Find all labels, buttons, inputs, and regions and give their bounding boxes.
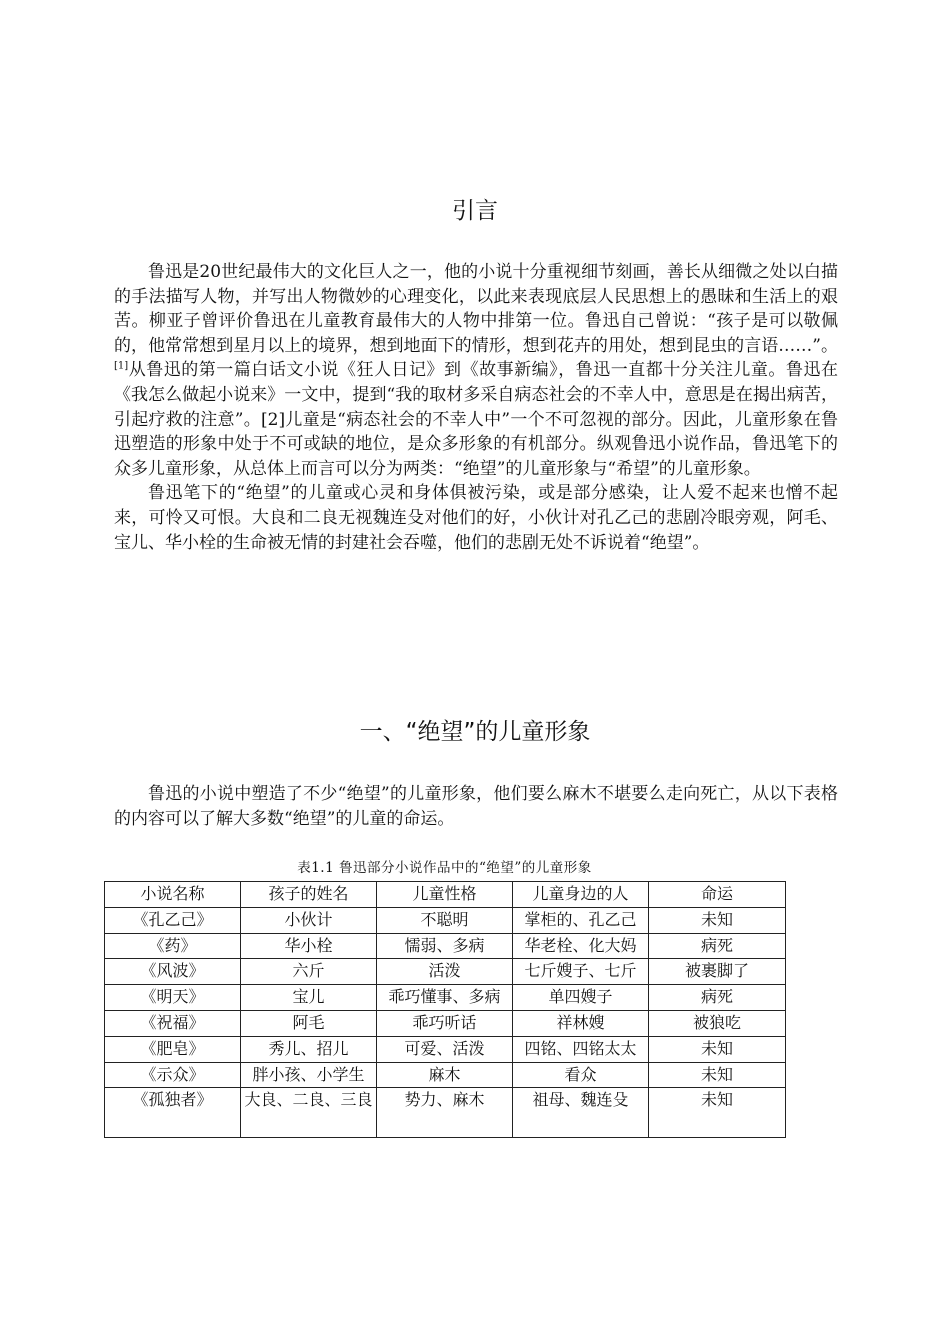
table-row — [105, 933, 786, 959]
header-personality: 儿童性格 — [377, 882, 513, 908]
intro-body — [114, 260, 838, 555]
citation-1: [1] — [114, 360, 129, 372]
section-1-paragraph-1: 鲁迅的小说中塑造了不少“绝望”的儿童形象，他们要么麻木不堪要么走向死亡，从以下表格的内容可以了解大多数“绝望”的儿童的命运。 — [114, 784, 838, 829]
cell-novel: 《孤独者》 — [105, 1088, 241, 1138]
table-row — [105, 1088, 786, 1138]
cell-personality: 可爱、活泼 — [377, 1036, 513, 1062]
cell-personality: 活泼 — [377, 959, 513, 985]
header-child-name: 孩子的姓名 — [241, 882, 377, 908]
section-1-body — [114, 782, 838, 831]
cell-child-name: 华小栓 — [241, 933, 377, 959]
header-fate: 命运 — [649, 882, 786, 908]
intro-heading: 引言 — [452, 198, 498, 224]
cell-child-name: 六斤 — [241, 959, 377, 985]
intro-paragraph-2: 鲁迅笔下的“绝望”的儿童或心灵和身体俱被污染，或是部分感染，让人爱不起来也憎不起来，可怜又可恨。大良和二良无视魏连殳对他们的好，小伙计对孔乙己的悲剧冷眼旁观，阿毛、宝儿、华小栓的生命被无情的封建社会吞噬，他们的悲剧无处不诉说着“绝望”。 — [114, 483, 838, 553]
table-row — [105, 1062, 786, 1088]
cell-child-name: 秀儿、招儿 — [241, 1036, 377, 1062]
table-row — [105, 959, 786, 985]
header-novel: 小说名称 — [105, 882, 241, 908]
cell-people-around: 看众 — [513, 1062, 649, 1088]
cell-people-around: 七斤嫂子、七斤 — [513, 959, 649, 985]
cell-people-around: 掌柜的、孔乙己 — [513, 907, 649, 933]
children-fate-table — [104, 881, 786, 1138]
table-row — [105, 1036, 786, 1062]
cell-people-around: 祖母、魏连殳 — [513, 1088, 649, 1138]
table-caption: 表1.1 鲁迅部分小说作品中的“绝望”的儿童形象 — [297, 860, 592, 876]
cell-personality: 势力、麻木 — [377, 1088, 513, 1138]
section-1-heading: 一、“绝望”的儿童形象 — [359, 719, 591, 745]
cell-people-around: 单四嫂子 — [513, 985, 649, 1011]
cell-novel: 《明天》 — [105, 985, 241, 1011]
table-row — [105, 907, 786, 933]
cell-fate: 未知 — [649, 907, 786, 933]
cell-child-name: 小伙计 — [241, 907, 377, 933]
cell-people-around: 四铭、四铭太太 — [513, 1036, 649, 1062]
cell-fate: 未知 — [649, 1088, 786, 1138]
cell-novel: 《祝福》 — [105, 1010, 241, 1036]
cell-fate: 被裹脚了 — [649, 959, 786, 985]
cell-novel: 《药》 — [105, 933, 241, 959]
cell-personality: 不聪明 — [377, 907, 513, 933]
cell-personality: 乖巧听话 — [377, 1010, 513, 1036]
intro-paragraph-1 — [114, 260, 838, 481]
header-people-around: 儿童身边的人 — [513, 882, 649, 908]
table-row — [105, 985, 786, 1011]
cell-personality: 乖巧懂事、多病 — [377, 985, 513, 1011]
table-header-row — [105, 882, 786, 908]
cell-personality: 懦弱、多病 — [377, 933, 513, 959]
table-row — [105, 1010, 786, 1036]
cell-novel: 《示众》 — [105, 1062, 241, 1088]
cell-people-around: 祥林嫂 — [513, 1010, 649, 1036]
cell-fate: 未知 — [649, 1062, 786, 1088]
cell-child-name: 胖小孩、小学生 — [241, 1062, 377, 1088]
intro-paragraph-1-continued: 从鲁迅的第一篇白话文小说《狂人日记》到《故事新编》，鲁迅一直都十分关注儿童。鲁迅在《我怎么做起小说来》一文中，提到“我的取材多采自病态社会的不幸人中，意思是在揭出病苦，引起疗救的注意”。[2]儿童是“病态社会的不幸人中”一个不可忽视的部分。因此，儿童形象在鲁迅塑造的形象中处于不可或缺的地位，是众多形象的有机部分。纵观鲁迅小说作品，鲁迅笔下的众多儿童形象，从总体上而言可以分为两类：“绝望”的儿童形象与“希望”的儿童形象。 — [114, 360, 838, 479]
cell-fate: 被狼吃 — [649, 1010, 786, 1036]
cell-personality: 麻木 — [377, 1062, 513, 1088]
cell-people-around: 华老栓、化大妈 — [513, 933, 649, 959]
cell-novel: 《肥皂》 — [105, 1036, 241, 1062]
cell-fate: 病死 — [649, 933, 786, 959]
cell-fate: 病死 — [649, 985, 786, 1011]
cell-novel: 《风波》 — [105, 959, 241, 985]
intro-paragraph-1-text: 鲁迅是20世纪最伟大的文化巨人之一，他的小说十分重视细节刻画，善长从细微之处以白描的手法描写人物，并写出人物微妙的心理变化，以此来表现底层人民思想上的愚昧和生活上的艰苦。柳亚子曾评价鲁迅在儿童教育最伟大的人物中排第一位。鲁迅自己曾说：“孩子是可以敬佩的，他常常想到星月以上的境界，想到地面下的情形，想到花卉的用处，想到昆虫的言语……”。 — [114, 262, 838, 356]
cell-child-name: 宝儿 — [241, 985, 377, 1011]
cell-novel: 《孔乙己》 — [105, 907, 241, 933]
cell-fate: 未知 — [649, 1036, 786, 1062]
cell-child-name: 阿毛 — [241, 1010, 377, 1036]
cell-child-name: 大良、二良、三良 — [241, 1088, 377, 1138]
